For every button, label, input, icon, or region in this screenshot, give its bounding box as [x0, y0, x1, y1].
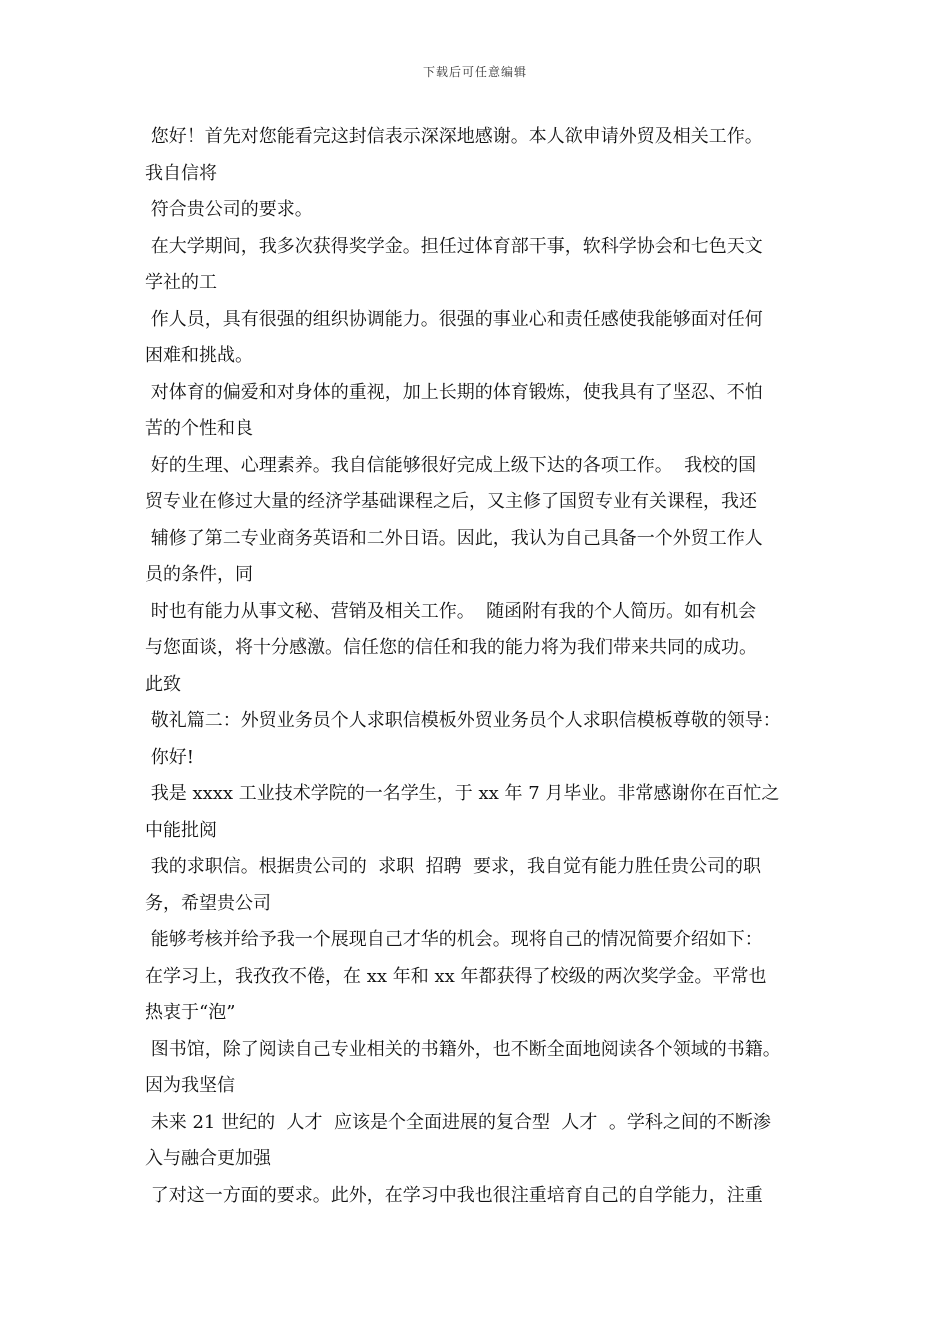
text-line: 我的求职信。根据贵公司的 求职 招聘 要求，我自觉有能力胜任贵公司的职: [145, 856, 762, 877]
text-line: 了对这一方面的要求。此外，在学习中我也很注重培育自己的自学能力，注重: [145, 1184, 763, 1206]
text-line: 与您面谈，将十分感激。信任您的信任和我的能力将为我们带来共同的成功。: [145, 637, 757, 658]
document-body: [145, 119, 835, 1214]
text-line: 贸专业在修过大量的经济学基础课程之后，又主修了国贸专业有关课程，我还: [145, 491, 757, 512]
text-line: 好的生理、心理素养。我自信能够很好完成上级下达的各项工作。 我校的国: [145, 454, 757, 476]
text-line: 热衷于“泡”: [145, 1002, 236, 1023]
text-line: 辅修了第二专业商务英语和二外日语。因此，我认为自己具备一个外贸工作人: [145, 527, 763, 549]
text-line: 入与融合更加强: [145, 1148, 271, 1169]
text-line: 苦的个性和良: [145, 418, 253, 439]
text-line: 员的条件，同: [145, 564, 253, 585]
text-line: 您好！首先对您能看完这封信表示深深地感谢。本人欲申请外贸及相关工作。: [145, 126, 763, 147]
text-line: 中能批阅: [145, 819, 217, 841]
text-line: 图书馆，除了阅读自己专业相关的书籍外，也不断全面地阅读各个领域的书籍。: [145, 1038, 781, 1060]
text-line: 务，希望贵公司: [145, 892, 271, 914]
text-line: 困难和挑战。: [145, 345, 253, 366]
text-line: 因为我坚信: [145, 1075, 235, 1096]
text-line: 我是 xxxx 工业技术学院的一名学生，于 xx 年 7 月毕业。非常感谢你在百忙之: [145, 783, 780, 804]
text-line: 作人员，具有很强的组织协调能力。很强的事业心和责任感使我能够面对任何: [145, 308, 763, 330]
text-line: 对体育的偏爱和对身体的重视，加上长期的体育锻炼，使我具有了坚忍、不怕: [145, 381, 763, 403]
text-line: 我自信将: [145, 162, 217, 184]
text-line: 此致: [145, 673, 181, 695]
text-line: 你好!: [145, 746, 194, 768]
text-line: 学社的工: [145, 272, 217, 293]
text-line: 在大学期间，我多次获得奖学金。担任过体育部干事，软科学协会和七色天文: [145, 235, 763, 257]
text-line: 时也有能力从事文秘、营销及相关工作。 随函附有我的个人简历。如有机会: [145, 600, 757, 622]
page-header: 下载后可任意编辑: [422, 65, 527, 79]
text-line: 敬礼篇二：外贸业务员个人求职信模板外贸业务员个人求职信模板尊敬的领导：: [145, 710, 781, 731]
text-line: 能够考核并给予我一个展现自己才华的机会。现将自己的情况简要介绍如下：: [145, 929, 763, 950]
text-line: 未来 21 世纪的 人才 应该是个全面进展的复合型 人才 。学科之间的不断渗: [145, 1111, 771, 1133]
text-line: 在学习上，我孜孜不倦，在 xx 年和 xx 年都获得了校级的两次奖学金。平常也: [145, 965, 767, 987]
text-line: 符合贵公司的要求。: [145, 199, 313, 220]
